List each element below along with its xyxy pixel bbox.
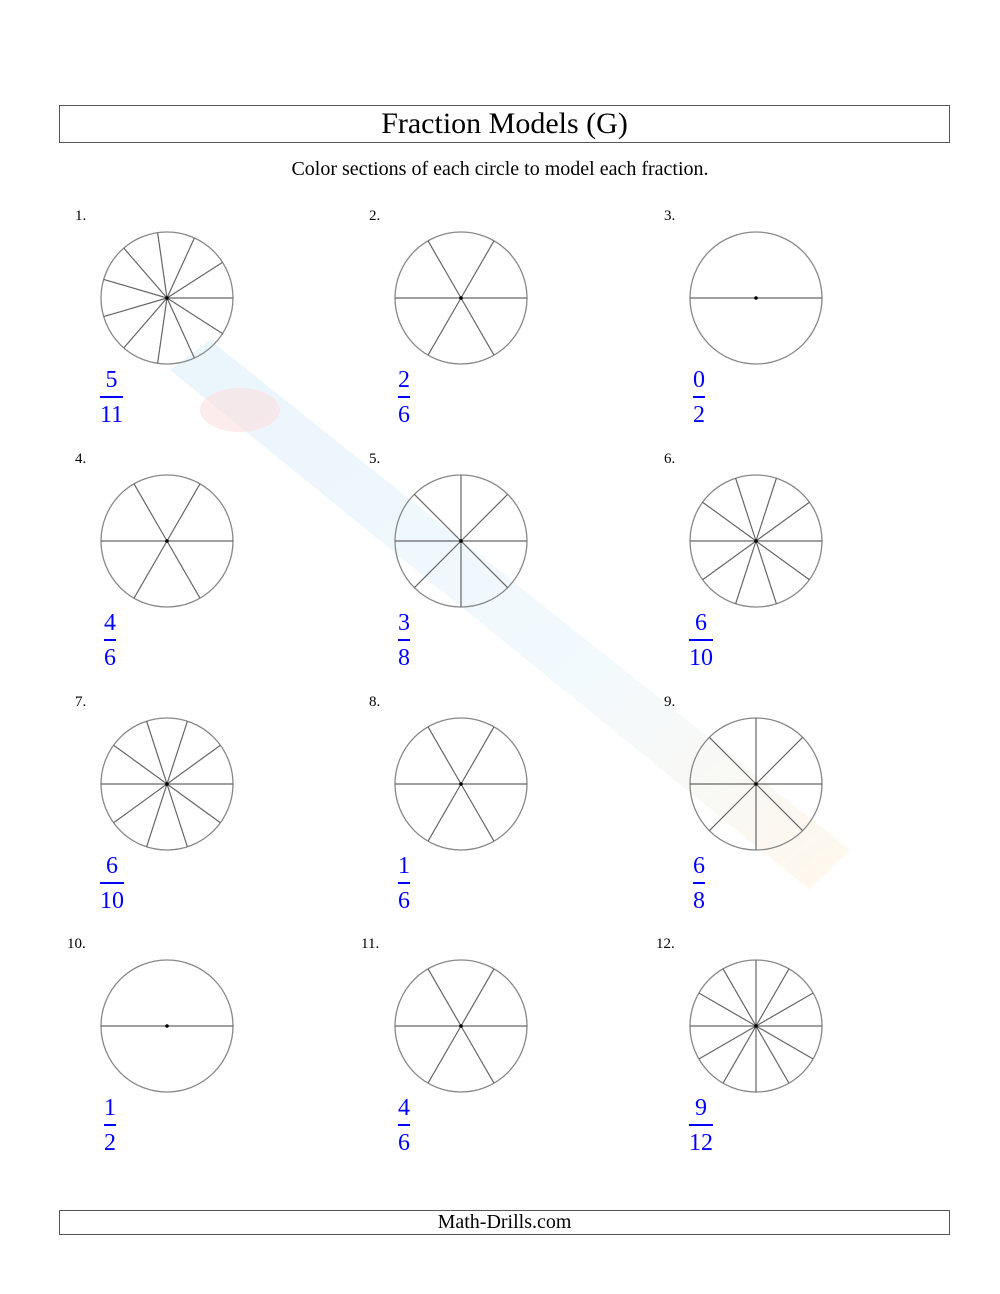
problem-number: 10.: [67, 936, 86, 952]
section-divider: [104, 298, 167, 317]
section-divider: [461, 784, 494, 841]
section-divider: [428, 727, 461, 784]
section-divider: [756, 969, 789, 1026]
fraction-bar: [689, 1124, 713, 1126]
section-divider: [756, 502, 809, 541]
section-divider: [461, 541, 508, 588]
denominator: 6: [398, 888, 410, 914]
denominator: 8: [398, 645, 410, 671]
problem-5: [369, 450, 609, 690]
section-divider: [709, 784, 756, 831]
section-divider: [167, 784, 187, 847]
fraction-circle[interactable]: [75, 935, 275, 1115]
section-divider: [756, 1026, 813, 1059]
numerator: 1: [104, 1095, 116, 1121]
section-divider: [756, 1026, 789, 1083]
fraction-circle[interactable]: [369, 935, 569, 1115]
numerator: 1: [398, 853, 410, 879]
fraction-circle[interactable]: [664, 935, 864, 1115]
section-divider: [756, 541, 776, 604]
section-divider: [167, 784, 220, 823]
fraction-label: [398, 367, 410, 428]
problem-number: 6.: [664, 451, 676, 467]
problem-9: [664, 693, 904, 933]
problem-number: 12.: [656, 936, 675, 952]
section-divider: [461, 494, 508, 541]
denominator: 6: [398, 402, 410, 428]
section-divider: [756, 737, 803, 784]
problem-1: [75, 207, 315, 447]
section-divider: [461, 1026, 494, 1083]
section-divider: [104, 279, 167, 298]
section-divider: [167, 745, 220, 784]
section-divider: [723, 969, 756, 1026]
fraction-label: [398, 610, 410, 671]
fraction-label: [398, 853, 410, 914]
problem-3: [664, 207, 904, 447]
fraction-label: [100, 367, 123, 428]
problem-number: 9.: [664, 694, 676, 710]
section-divider: [167, 484, 200, 541]
fraction-label: [104, 1095, 116, 1156]
fraction-circle[interactable]: [75, 207, 275, 387]
problem-number: 8.: [369, 694, 381, 710]
problem-8: [369, 693, 609, 933]
fraction-label: [104, 610, 116, 671]
problem-6: [664, 450, 904, 690]
section-divider: [461, 969, 494, 1026]
fraction-bar: [100, 396, 123, 398]
numerator: 0: [693, 367, 705, 393]
section-divider: [461, 298, 494, 355]
section-divider: [167, 721, 187, 784]
fraction-bar: [693, 396, 705, 398]
numerator: 5: [105, 367, 118, 393]
problem-2: [369, 207, 609, 447]
fraction-bar: [104, 1124, 116, 1126]
problem-4: [75, 450, 315, 690]
fraction-bar: [398, 639, 410, 641]
section-divider: [756, 541, 809, 580]
numerator: 3: [398, 610, 410, 636]
denominator: 10: [100, 888, 124, 914]
fraction-bar: [693, 882, 705, 884]
denominator: 11: [100, 402, 124, 428]
denominator: 12: [689, 1130, 713, 1156]
problem-7: [75, 693, 315, 933]
section-divider: [699, 993, 756, 1026]
section-divider: [414, 494, 461, 541]
fraction-circle[interactable]: [664, 207, 864, 387]
fraction-bar: [100, 882, 124, 884]
section-divider: [736, 541, 756, 604]
numerator: 9: [695, 1095, 707, 1121]
fraction-label: [689, 1095, 713, 1156]
problem-number: 1.: [75, 208, 87, 224]
section-divider: [428, 241, 461, 298]
section-divider: [736, 478, 756, 541]
fraction-bar: [104, 639, 116, 641]
fraction-bar: [398, 396, 410, 398]
problem-number: 11.: [361, 936, 380, 952]
numerator: 6: [693, 853, 705, 879]
section-divider: [461, 241, 494, 298]
numerator: 6: [695, 610, 707, 636]
section-divider: [114, 745, 167, 784]
section-divider: [756, 784, 803, 831]
fraction-circle[interactable]: [75, 693, 275, 873]
problem-number: 7.: [75, 694, 87, 710]
numerator: 6: [106, 853, 118, 879]
section-divider: [428, 969, 461, 1026]
section-divider: [428, 1026, 461, 1083]
fraction-circle[interactable]: [369, 693, 569, 873]
problem-10: [67, 935, 315, 1175]
section-divider: [147, 721, 167, 784]
problem-11: [361, 935, 609, 1175]
fraction-bar: [689, 639, 713, 641]
instructions: Color sections of each circle to model each fraction.: [291, 158, 709, 180]
section-divider: [428, 298, 461, 355]
problem-number: 5.: [369, 451, 381, 467]
section-divider: [134, 541, 167, 598]
section-divider: [414, 541, 461, 588]
section-divider: [134, 484, 167, 541]
problem-number: 4.: [75, 451, 87, 467]
section-divider: [703, 502, 756, 541]
denominator: 2: [104, 1130, 116, 1156]
denominator: 6: [398, 1130, 410, 1156]
section-divider: [709, 737, 756, 784]
section-divider: [756, 478, 776, 541]
section-divider: [699, 1026, 756, 1059]
numerator: 4: [398, 1095, 410, 1121]
numerator: 2: [398, 367, 410, 393]
fraction-circle[interactable]: [75, 450, 275, 630]
section-divider: [114, 784, 167, 823]
section-divider: [756, 993, 813, 1026]
section-divider: [703, 541, 756, 580]
fraction-label: [689, 610, 713, 671]
section-divider: [147, 784, 167, 847]
fraction-bar: [398, 882, 410, 884]
problem-number: 2.: [369, 208, 381, 224]
fraction-label: [693, 853, 705, 914]
fraction-circle[interactable]: [664, 450, 864, 630]
worksheet-title: Fraction Models (G): [59, 105, 950, 143]
fraction-circle[interactable]: [664, 693, 864, 873]
problem-number: 3.: [664, 208, 676, 224]
section-divider: [428, 784, 461, 841]
numerator: 4: [104, 610, 116, 636]
section-divider: [461, 727, 494, 784]
denominator: 6: [104, 645, 116, 671]
denominator: 8: [693, 888, 705, 914]
fraction-circle[interactable]: [369, 450, 569, 630]
denominator: 10: [689, 645, 713, 671]
section-divider: [167, 541, 200, 598]
section-divider: [723, 1026, 756, 1083]
fraction-circle[interactable]: [369, 207, 569, 387]
fraction-label: [398, 1095, 410, 1156]
fraction-label: [100, 853, 124, 914]
footer-site: Math-Drills.com: [59, 1210, 950, 1235]
denominator: 2: [693, 402, 705, 428]
fraction-bar: [398, 1124, 410, 1126]
fraction-label: [693, 367, 705, 428]
problem-12: [656, 935, 904, 1175]
